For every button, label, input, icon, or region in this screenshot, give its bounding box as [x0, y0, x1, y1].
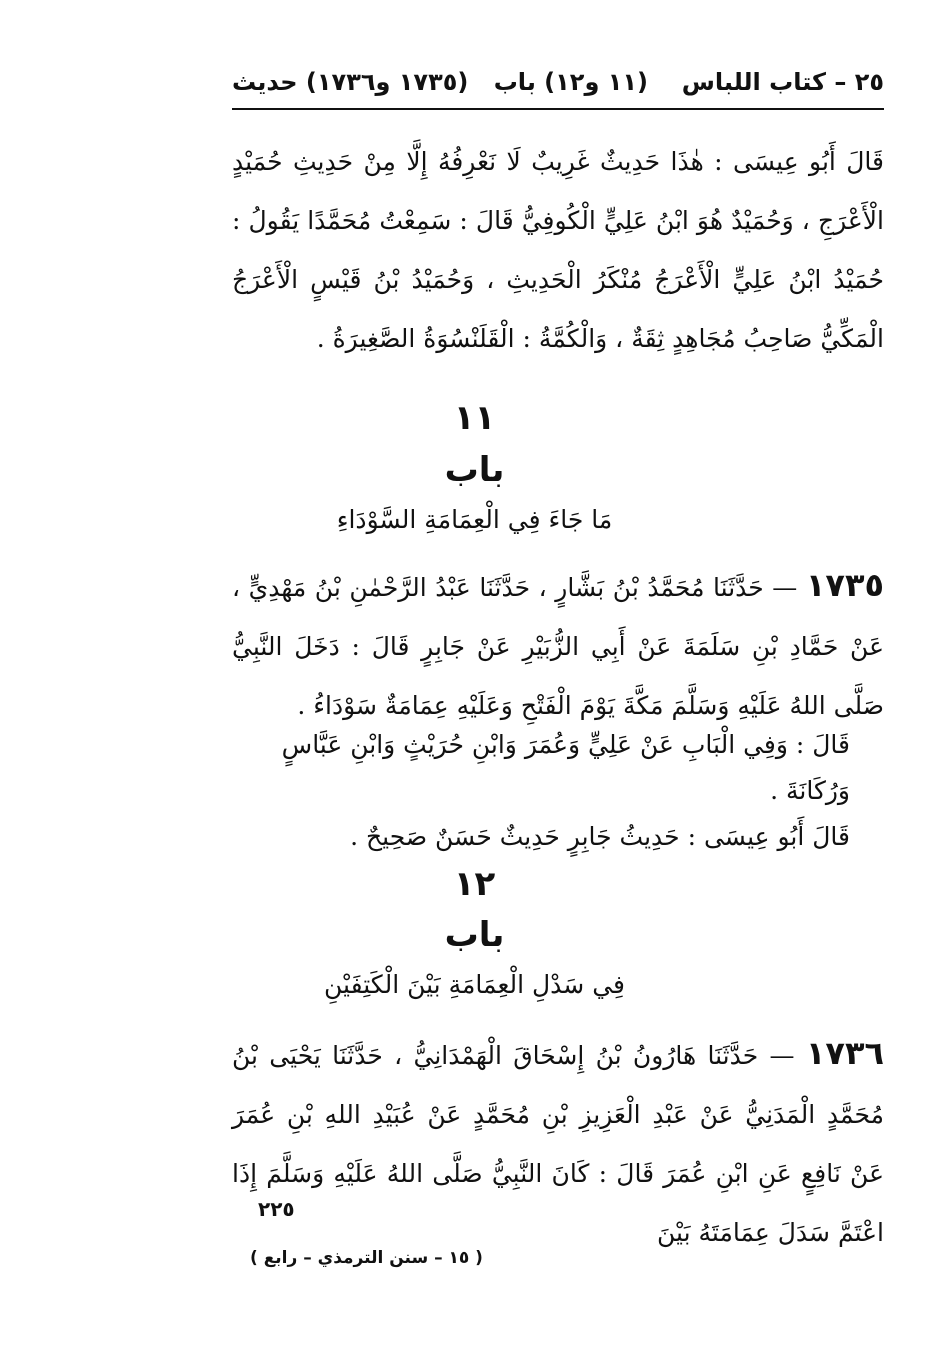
- hadith-text: — حَدَّثَنَا هَارُونُ بْنُ إِسْحَاقَ الْهَمْدَانِيُّ ، حَدَّثَنَا يَحْيَى بْنُ مُحَمَّدٍ الْمَدَنِيُّ عَنْ عَبْدِ الْعَزِيزِ بْنِ مُحَمَّدٍ عَنْ عُبَيْدِ اللهِ بْنِ عُمَرَ عَنْ نَافِعٍ عَنِ ابْنِ عُمَرَ قَالَ : كَانَ النَّبِيُّ صَلَّى اللهُ عَلَيْهِ وَسَلَّمَ إِذَا اعْتَمَّ سَدَلَ عِمَامَتَهُ بَيْنَ: [232, 1041, 884, 1247]
- chapter-heading-bab-12: باب: [444, 915, 505, 955]
- commentary-paragraph: قَالَ أَبُو عِيسَى : هٰذَا حَدِيثٌ غَرِيبٌ لَا نَعْرِفُهُ إِلَّا مِنْ حَدِيثِ حُمَيْدٍ الْأَعْرَجِ ، وَحُمَيْدٌ هُوَ ابْنُ عَلِيٍّ الْكُوفِيُّ قَالَ : سَمِعْتُ مُحَمَّدًا يَقُولُ : حُمَيْدُ ابْنُ عَلِيٍّ الْأَعْرَجُ مُنْكَرُ الْحَدِيثِ ، وَحُمَيْدُ بْنُ قَيْسٍ الْأَعْرَجُ الْمَكِّيُّ صَاحِبُ مُجَاهِدٍ ثِقَةٌ ، وَالْكُمَّةُ : الْقَلَنْسُوَةُ الصَّغِيرَةُ .: [232, 147, 884, 353]
- chapter-heading-bab-11: باب: [444, 450, 505, 490]
- header-chapter-range: (١١ و١٢) باب: [493, 68, 648, 96]
- hadith-1736: [232, 1024, 884, 1262]
- chapter-number-11: ١١: [453, 398, 496, 438]
- header-book-title: ٢٥ – كتاب اللباس: [681, 68, 884, 96]
- hadith-text: — حَدَّثَنَا مُحَمَّدُ بْنُ بَشَّارٍ ، حَدَّثَنَا عَبْدُ الرَّحْمٰنِ بْنُ مَهْدِيٍّ ، عَنْ حَمَّادِ بْنِ سَلَمَةَ عَنْ أَبِي الزُّبَيْرِ عَنْ جَابِرٍ قَالَ : دَخَلَ النَّبِيُّ صَلَّى اللهُ عَلَيْهِ وَسَلَّمَ مَكَّةَ يَوْمَ الْفَتْحِ وَعَلَيْهِ عِمَامَةٌ سَوْدَاءُ .: [232, 573, 884, 720]
- chapter-number-12: ١٢: [453, 864, 496, 904]
- hadith-number: ١٧٣٥: [805, 566, 884, 604]
- header-hadith-range: (١٧٣٥ و١٧٣٦) حديث: [232, 68, 469, 96]
- note-abu-isa-grading: قَالَ أَبُو عِيسَى : حَدِيثُ جَابِرٍ حَدِيثٌ حَسَنٌ صَحِيحٌ .: [350, 822, 850, 851]
- running-header: [232, 60, 884, 106]
- hadith-1735-notes: [232, 722, 884, 860]
- page-number: ٢٢٥: [258, 1197, 295, 1221]
- hadith-1735: [232, 556, 884, 735]
- chapter-title-12: فِي سَدْلِ الْعِمَامَةِ بَيْنَ الْكَتِفَيْنِ: [324, 970, 625, 999]
- hadith-number: ١٧٣٦: [805, 1034, 884, 1072]
- header-rule: [232, 108, 884, 110]
- chapter-title-11: مَا جَاءَ فِي الْعِمَامَةِ السَّوْدَاءِ: [336, 505, 613, 534]
- volume-footer: ( ١٥ – سنن الترمذي – رابع ): [250, 1248, 483, 1268]
- note-in-the-chapter: قَالَ : وَفِي الْبَابِ عَنْ عَلِيٍّ وَعُمَرَ وَابْنِ حُرَيْثٍ وَابْنِ عَبَّاسٍ وَرُكَانَةَ .: [281, 730, 850, 805]
